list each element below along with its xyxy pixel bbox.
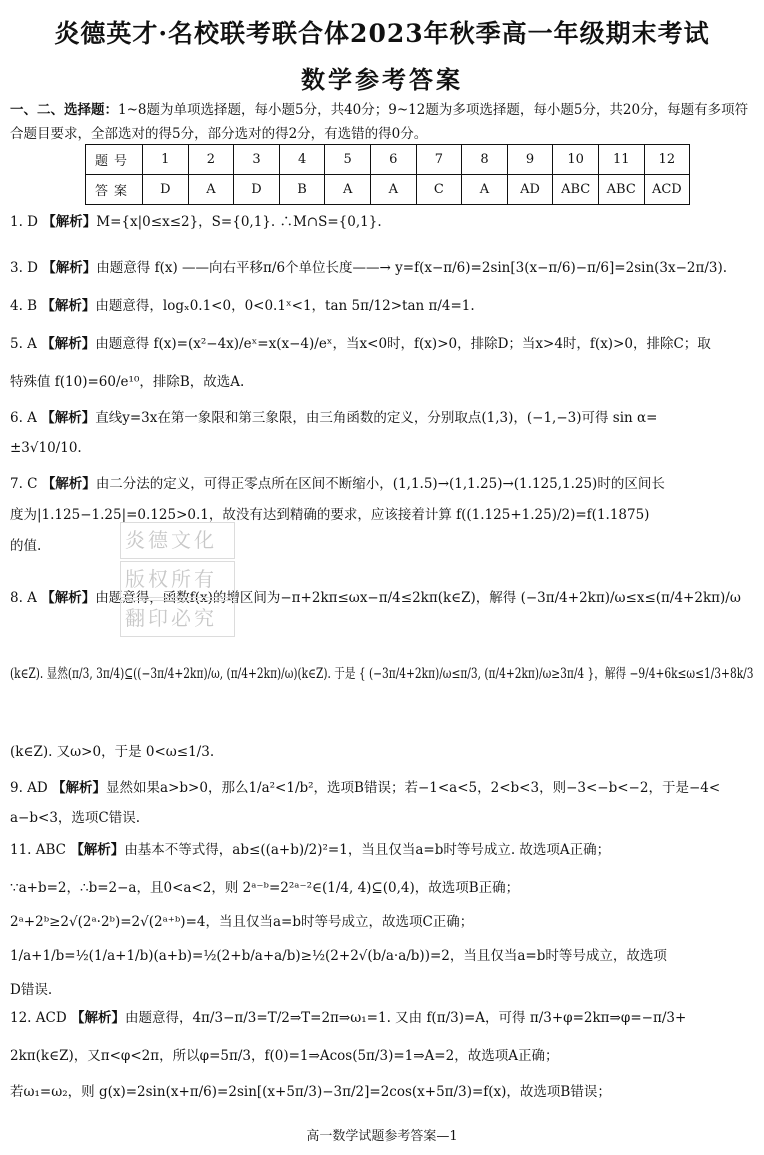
- analysis-tag: 【解析】: [52, 780, 107, 796]
- solution-line: [10, 503, 649, 523]
- answer-table: [85, 144, 690, 205]
- question-number: 7. C: [10, 476, 38, 492]
- table-cell: 10: [553, 145, 599, 175]
- solution-text: 直线y=3x在第一象限和第三象限，由三角函数的定义，分别取点(1,3)，(−1,−3)可得 sin α=: [95, 410, 658, 426]
- solution-line: [10, 978, 52, 998]
- solution-line: [10, 370, 244, 390]
- solution-text: 1/a+1/b=½(1/a+1/b)(a+b)=½(2+b/a+a/b)≥½(2+2√(b/a·a/b))=2，当且仅当a=b时等号成立，故选项: [10, 948, 667, 964]
- solution-line: [10, 776, 720, 796]
- analysis-tag: 【解析】: [41, 590, 96, 606]
- solution-line: [10, 534, 41, 554]
- solution-line: [10, 332, 711, 352]
- page-title: 炎德英才·名校联考联合体2023年秋季高一年级期末考试: [54, 19, 710, 48]
- solution-text: 度为|1.125−1.25|=0.125>0.1，故没有达到精确的要求，应该接着计算 f((1.125+1.25)/2)=f(1.1875): [10, 507, 650, 523]
- solution-text: 的值.: [10, 538, 42, 554]
- watermark-line: 炎德文化: [120, 522, 235, 559]
- solution-line: [10, 472, 665, 492]
- question-number: 6. A: [10, 410, 37, 426]
- solution-line: [10, 440, 82, 456]
- solution-text: 由基本不等式得，ab≤((a+b)/2)²=1，当且仅当a=b时等号成立. 故选项A正确；: [124, 842, 611, 858]
- table-cell: AD: [507, 175, 553, 205]
- answer-table-answer-row: [86, 175, 690, 205]
- solution-text: (k∈Z). 显然(π/3, 3π/4)⊆((−3π/4+2kπ)/ω, (π/4+2kπ)/ω)(k∈Z). 于是 { (−3π/4+2kπ)/ω≤π/3, (π/4+2kπ)/ω≥3π/4 }，解得 −9/4+6k≤ω≤1/3+8k/3: [10, 666, 754, 682]
- solution-text: ∵a+b=2，∴b=2−a，且0<a<2，则 2ᵃ⁻ᵇ=2²ᵃ⁻²∈(1/4, 4)⊆(0,4)，故选项B正确；: [10, 880, 520, 896]
- analysis-tag: 【解析】: [41, 298, 96, 314]
- solution-line: [10, 838, 610, 858]
- solution-line: [10, 806, 140, 826]
- solution-text: 若ω₁=ω₂，则 g(x)=2sin(x+π/6)=2sin[(x+5π/3)−3π/2]=2cos(x+5π/3)=f(x)，故选项B错误；: [10, 1084, 611, 1100]
- analysis-tag: 【解析】: [41, 410, 96, 426]
- solution-line: [10, 910, 473, 930]
- table-cell: ABC: [598, 175, 644, 205]
- solution-text: 2kπ(k∈Z)，又π<φ<2π，所以φ=5π/3，f(0)=1⇒Acos(5π/3)=1⇒A=2，故选项A正确；: [10, 1048, 559, 1064]
- table-cell: 5: [325, 145, 371, 175]
- page-footer: 高一数学试题参考答案—1: [306, 1129, 458, 1144]
- solution-line: [10, 1080, 611, 1100]
- solution-text: D错误.: [10, 982, 53, 998]
- question-number: 12. ACD: [10, 1010, 67, 1026]
- table-cell: ABC: [553, 175, 599, 205]
- solution-text: a−b<3，选项C错误.: [10, 810, 141, 826]
- table-cell: 9: [507, 145, 553, 175]
- solution-text: ±3√10/10.: [10, 440, 82, 456]
- table-cell: A: [462, 175, 508, 205]
- analysis-tag: 【解析】: [41, 336, 96, 352]
- watermark-stamp: [120, 522, 235, 639]
- solution-line: [10, 406, 657, 426]
- question-number: 8. A: [10, 590, 37, 606]
- solution-text: 显然如果a>b>0，那么1/a²<1/b²，选项B错误；若−1<a<5，2<b<3，则−3<−b<−2，于是−4<: [106, 780, 721, 796]
- row-label-number: 题号: [86, 145, 143, 175]
- question-number: 11. ABC: [10, 842, 67, 858]
- table-cell: 3: [234, 145, 280, 175]
- table-cell: B: [279, 175, 325, 205]
- table-cell: 4: [279, 145, 325, 175]
- table-cell: 2: [188, 145, 234, 175]
- solution-line: [10, 1006, 686, 1026]
- watermark-line: 版权所有: [120, 561, 235, 598]
- solution-text: 由题意得，函数f(x)的增区间为−π+2kπ≤ωx−π/4≤2kπ(k∈Z)，解得 (−3π/4+2kπ)/ω≤x≤(π/4+2kπ)/ω: [95, 590, 741, 606]
- table-cell: 6: [370, 145, 416, 175]
- instructions-text: 1~8题为单项选择题，每小题5分，共40分；9~12题为多项选择题，每小题5分，共20分，每题有多项符合题目要求，全部选对的得5分，部分选对的得2分，有选错的得0分。: [10, 102, 749, 142]
- section-instructions: [10, 98, 754, 146]
- solution-text: 由题意得 f(x) ——向右平移π/6个单位长度——→ y=f(x−π/6)=2sin[3(x−π/6)−π/6]=2sin(3x−2π/3).: [96, 260, 728, 276]
- solution-text: 由二分法的定义，可得正零点所在区间不断缩小，(1,1.5)→(1,1.25)→(1.125,1.25)时的区间长: [95, 476, 665, 492]
- table-cell: ACD: [644, 175, 690, 205]
- solution-line: [10, 740, 214, 760]
- table-cell: 7: [416, 145, 462, 175]
- page-subtitle: 数学参考答案: [301, 65, 463, 94]
- solution-text: 由题意得，4π/3−π/3=T/2⇒T=2π⇒ω₁=1. 又由 f(π/3)=A，可得 π/3+φ=2kπ⇒φ=−π/3+: [124, 1010, 687, 1026]
- solution-line: [10, 256, 727, 276]
- solution-text: (k∈Z). 又ω>0，于是 0<ω≤1/3.: [10, 744, 215, 760]
- solution-text: 2ᵃ+2ᵇ≥2√(2ᵃ·2ᵇ)=2√(2ᵃ⁺ᵇ)=4，当且仅当a=b时等号成立，故选项C正确；: [10, 914, 474, 930]
- solution-line: [10, 210, 382, 230]
- question-number: 3. D: [10, 260, 38, 276]
- question-number: 5. A: [10, 336, 37, 352]
- table-cell: A: [325, 175, 371, 205]
- table-cell: 12: [644, 145, 690, 175]
- solution-line: [10, 294, 475, 314]
- section-heading: 一、二、选择题：: [10, 102, 118, 118]
- row-label-answer: 答案: [86, 175, 143, 205]
- table-cell: A: [370, 175, 416, 205]
- table-cell: 8: [462, 145, 508, 175]
- solution-text: M={x|0≤x≤2}，S={0,1}. ∴M∩S={0,1}.: [96, 214, 382, 230]
- table-cell: D: [234, 175, 280, 205]
- analysis-tag: 【解析】: [42, 214, 97, 230]
- solution-line: [10, 876, 519, 896]
- table-cell: 11: [598, 145, 644, 175]
- table-cell: D: [143, 175, 189, 205]
- analysis-tag: 【解析】: [41, 476, 96, 492]
- question-number: 4. B: [10, 298, 38, 314]
- solution-text: 由题意得，logₓ0.1<0，0<0.1ˣ<1，tan 5π/12>tan π/4=1.: [95, 298, 475, 314]
- table-cell: C: [416, 175, 462, 205]
- solution-line: [10, 944, 667, 964]
- watermark-line: 翻印必究: [120, 600, 235, 637]
- solution-line: [10, 1044, 558, 1064]
- table-cell: 1: [143, 145, 189, 175]
- solution-text: 由题意得 f(x)=(x²−4x)/eˣ=x(x−4)/eˣ，当x<0时，f(x)>0，排除D；当x>4时，f(x)>0，排除C；取: [95, 336, 711, 352]
- answer-table-number-row: [86, 145, 690, 175]
- question-number: 9. AD: [10, 780, 48, 796]
- table-cell: A: [188, 175, 234, 205]
- analysis-tag: 【解析】: [70, 1010, 125, 1026]
- solution-text: 特殊值 f(10)=60/e¹⁰，排除B，故选A.: [10, 374, 245, 390]
- question-number: 1. D: [10, 214, 38, 230]
- solution-line: [10, 662, 753, 682]
- analysis-tag: 【解析】: [70, 842, 125, 858]
- analysis-tag: 【解析】: [42, 260, 97, 276]
